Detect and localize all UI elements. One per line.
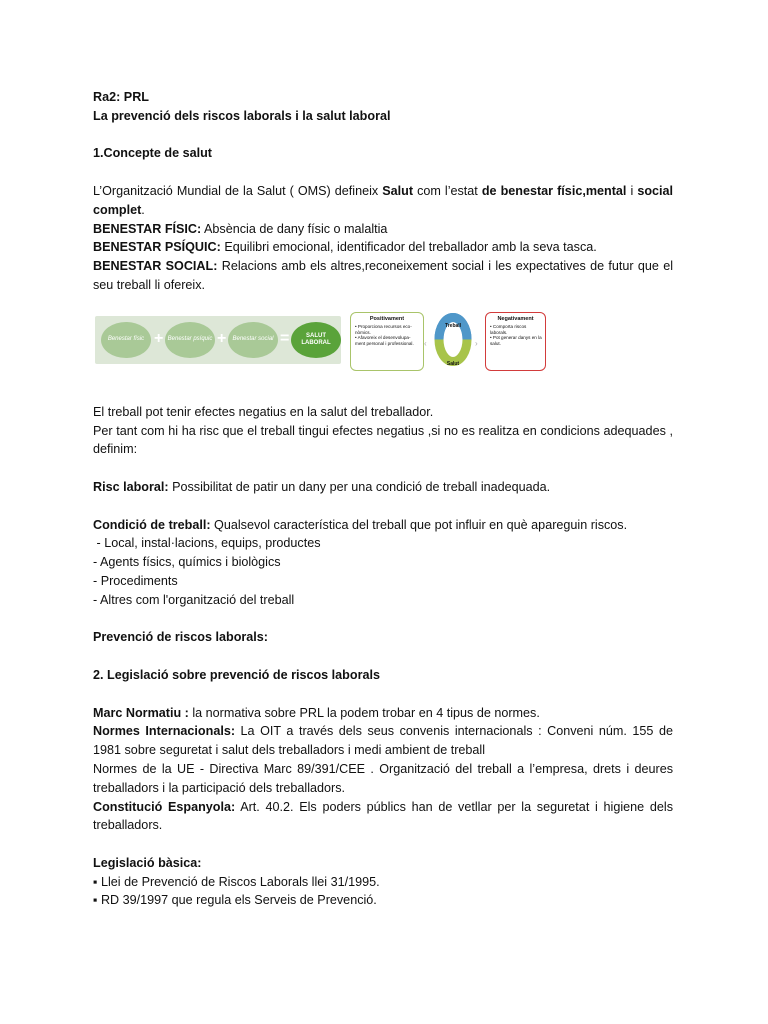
list-item: - Altres com l'organització del treball — [93, 592, 295, 607]
section-1-title: 1.Concepte de salut — [93, 146, 212, 161]
plus-sign: + — [154, 329, 164, 347]
salut-laboral-diagram — [93, 295, 673, 391]
list-item: - Procediments — [93, 573, 178, 588]
negative-title: Negativament — [497, 315, 534, 322]
cycle-treball: Treball — [444, 322, 462, 329]
section-2-title: 2. Legislació sobre prevenció de riscos laborals — [93, 667, 380, 682]
legislacio-basica-title: Legislació bàsica: — [93, 855, 202, 870]
bubble-fisic: Benestar físic — [101, 322, 151, 358]
condicio-treball-definition: Condició de treball: Qualsevol característica del treball que pot influir en què apareguin riscos. — [93, 517, 628, 532]
bubble-salut-laboral: SALUT LABORAL — [291, 322, 341, 358]
marc-normatiu: Marc Normatiu : la normativa sobre PRL la podem trobar en 4 tipus de normes. — [93, 705, 540, 720]
benestar-psiquic: BENESTAR PSÍQUIC: Equilibri emocional, identificador del treballador amb la seva tasca. — [93, 240, 597, 255]
positive-item: • Afavoreix el desenvolupa-ment personal i professional. — [355, 335, 420, 347]
positive-title: Positivament — [369, 315, 405, 322]
risc-laboral-definition: Risc laboral: Possibilitat de patir un dany per una condició de treball inadequada. — [93, 479, 551, 494]
negative-item: • Pot generar danys en la salut. — [490, 335, 542, 347]
list-item: ▪ Llei de Prevenció de Riscos Laborals llei 31/1995. — [93, 874, 380, 889]
list-item: - Local, instal·lacions, equips, productes — [93, 536, 321, 551]
equals-sign: = — [280, 329, 290, 347]
oms-definition: L’Organització Mundial de la Salut ( OMS) defineix Salut com l’estat de benestar físic,mental i social complet. — [93, 183, 674, 217]
unit-heading: Ra2: PRL — [93, 90, 149, 104]
negative-effects-box — [485, 312, 546, 371]
positive-item: • Proporciona recursos eco-nòmics. — [355, 324, 420, 336]
effects-line-2: Per tant com hi ha risc que el treball tingui efectes negatius ,si no es realitza en condicions adequades , definim: — [93, 423, 673, 457]
list-item: - Agents físics, químics i biològics — [93, 555, 281, 570]
condicio-list — [93, 534, 673, 609]
positive-effects-box — [350, 312, 424, 371]
plus-sign: + — [217, 329, 227, 347]
document-page — [93, 88, 673, 910]
wellbeing-equation — [95, 316, 341, 364]
normes-ue: Normes de la UE - Directiva Marc 89/391/CEE . Organització del treball a l’empresa, drets i deures treballadors i la participació dels treballadors. — [93, 761, 673, 795]
document-title: La prevenció dels riscos laborals i la salut laboral — [93, 108, 391, 123]
constitucio-espanyola: Constitució Espanyola: Art. 40.2. Els poders públics han de vetllar per la seguretat i higiene dels treballadors. — [93, 799, 673, 833]
negative-item: • Comporta riscos laborals. — [490, 324, 542, 336]
benestar-social: BENESTAR SOCIAL: Relacions amb els altres,reconeixement social i les expectatives de futur que el seu treball li ofereix. — [93, 259, 674, 292]
cycle-salut: Salut — [446, 360, 460, 367]
treball-salut-cycle — [434, 311, 472, 368]
effects-line-1: El treball pot tenir efectes negatius en la salut del treballador. — [93, 404, 434, 419]
normes-internacionals: Normes Internacionals: La OIT a través dels seus convenis internacionals : Conveni núm. 155 de 1981 sobre seguretat i salut dels treballadors i medi ambient de treball — [93, 724, 673, 758]
list-item: ▪ RD 39/1997 que regula els Serveis de Prevenció. — [93, 893, 377, 908]
prevencio-title: Prevenció de riscos laborals: — [93, 630, 268, 645]
benestar-fisic: BENESTAR FÍSIC: Absència de dany físic o malaltia — [93, 221, 388, 236]
arrow-right-icon: › — [475, 338, 478, 348]
bubble-psiquic: Benestar psíquic — [165, 322, 215, 358]
bubble-social: Benestar social — [228, 322, 278, 358]
arrow-left-icon: ‹ — [424, 338, 427, 348]
